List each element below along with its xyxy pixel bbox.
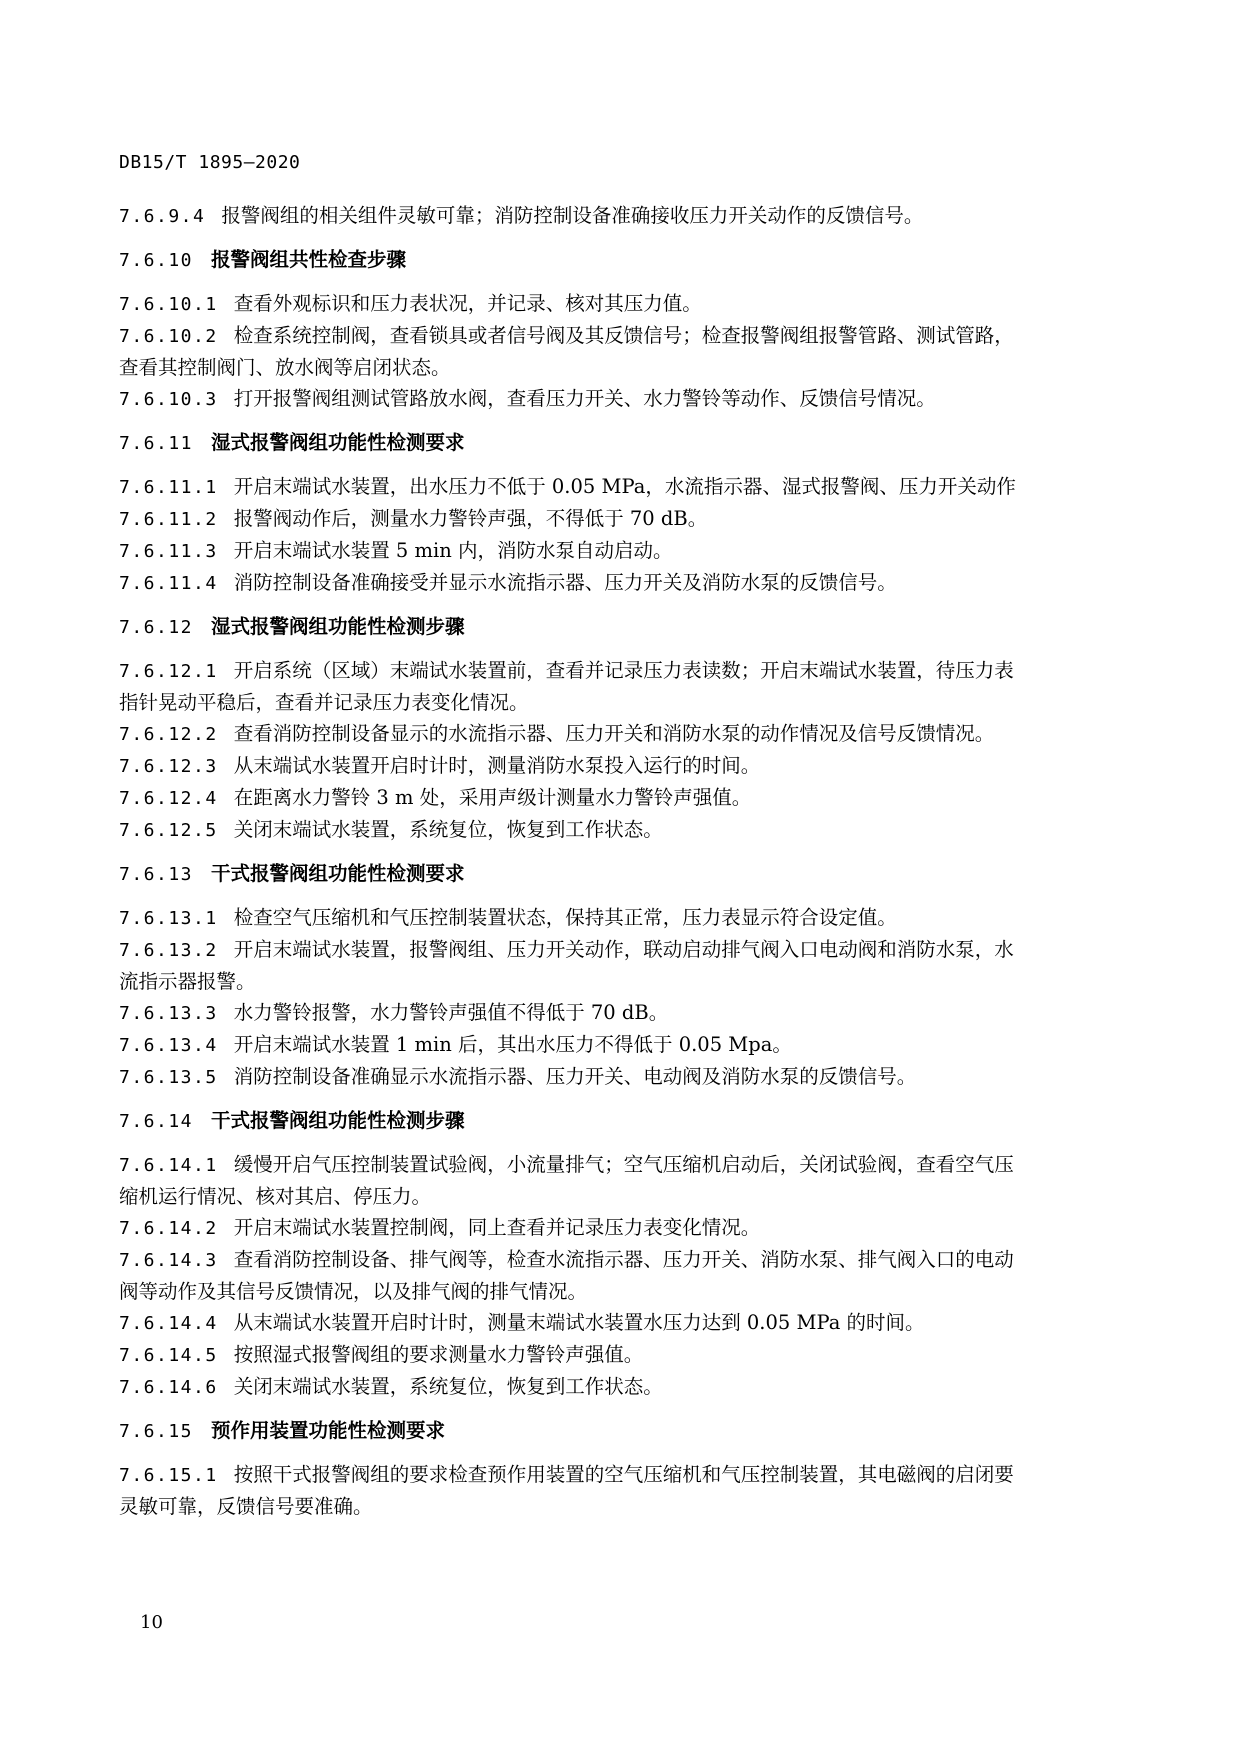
clause-continuation: 流指示器报警。 [119, 970, 256, 993]
clause [119, 902, 1099, 934]
section-number: 7.6.12 [119, 617, 194, 638]
clause-text: 查看消防控制设备显示的水流指示器、压力开关和消防水泵的动作情况及信号反馈情况。 [233, 722, 995, 745]
clause-number: 7.6.12.2 [119, 724, 218, 745]
clause-number: 7.6.13.3 [119, 1003, 218, 1024]
clause [119, 383, 1099, 415]
clause-text: 开启末端试水装置 1 min 后，其出水压力不得低于 0.05 Mpa。 [233, 1033, 792, 1056]
section-title: 干式报警阀组功能性检测步骤 [211, 1109, 465, 1132]
clause-number: 7.6.14.3 [119, 1250, 218, 1271]
clause-line [119, 655, 1099, 687]
section-heading [119, 611, 1099, 643]
clause [119, 567, 1099, 599]
clause [119, 1029, 1099, 1061]
clause [119, 655, 1099, 718]
clause-line [119, 1339, 1099, 1371]
clause-continuation: 指针晃动平稳后，查看并记录压力表变化情况。 [119, 691, 529, 714]
section-title: 报警阀组共性检查步骤 [211, 248, 407, 271]
clause-number: 7.6.14.5 [119, 1345, 218, 1366]
clause-number: 7.6.10.1 [119, 294, 218, 315]
clause-number: 7.6.11.1 [119, 477, 218, 498]
section-title: 预作用装置功能性检测要求 [211, 1419, 446, 1442]
clause-number: 7.6.11.4 [119, 573, 218, 594]
clause-line [119, 200, 1099, 232]
section-heading [119, 427, 1099, 459]
section-title: 干式报警阀组功能性检测要求 [211, 862, 465, 885]
clause-line [119, 383, 1099, 415]
clause-text: 打开报警阀组测试管路放水阀，查看压力开关、水力警铃等动作、反馈信号情况。 [233, 387, 936, 410]
clause-line [119, 814, 1099, 846]
clause-number: 7.6.12.1 [119, 661, 218, 682]
clause-text: 从末端试水装置开启时计时，测量末端试水装置水压力达到 0.05 MPa 的时间。 [233, 1311, 925, 1334]
clause-continuation: 查看其控制阀门、放水阀等启闭状态。 [119, 356, 451, 379]
document-body [119, 200, 1099, 1522]
clause-text: 按照干式报警阀组的要求检查预作用装置的空气压缩机和气压控制装置，其电磁阀的启闭要 [233, 1463, 1014, 1486]
clause-line [119, 288, 1099, 320]
clause [119, 1371, 1099, 1403]
clause-number: 7.6.13.5 [119, 1067, 218, 1088]
clause-line [119, 1307, 1099, 1339]
clause-number: 7.6.13.1 [119, 908, 218, 929]
clause-line [119, 567, 1099, 599]
section-heading [119, 1415, 1099, 1447]
clause-text: 报警阀组的相关组件灵敏可靠；消防控制设备准确接收压力开关动作的反馈信号。 [221, 204, 924, 227]
clause-text: 消防控制设备准确接受并显示水流指示器、压力开关及消防水泵的反馈信号。 [233, 571, 897, 594]
clause-number: 7.6.15.1 [119, 1465, 218, 1486]
clause [119, 934, 1099, 997]
clause [119, 1149, 1099, 1212]
clause-line [119, 1371, 1099, 1403]
clause-line [119, 1149, 1099, 1181]
clause-number: 7.6.10.3 [119, 389, 218, 410]
clause-text: 关闭末端试水装置，系统复位，恢复到工作状态。 [233, 1375, 663, 1398]
clause [119, 1061, 1099, 1093]
clause-line [119, 934, 1099, 966]
section-title: 湿式报警阀组功能性检测要求 [211, 431, 465, 454]
clause-text: 检查空气压缩机和气压控制装置状态，保持其正常，压力表显示符合设定值。 [233, 906, 897, 929]
section-number: 7.6.13 [119, 864, 194, 885]
clause-continuation: 灵敏可靠，反馈信号要准确。 [119, 1495, 373, 1518]
clause-number: 7.6.12.4 [119, 788, 218, 809]
clause-line [119, 997, 1099, 1029]
clause-text: 消防控制设备准确显示水流指示器、压力开关、电动阀及消防水泵的反馈信号。 [233, 1065, 917, 1088]
section-number: 7.6.10 [119, 250, 194, 271]
clause-number: 7.6.14.1 [119, 1155, 218, 1176]
clause-line [119, 1459, 1099, 1491]
clause-text: 查看消防控制设备、排气阀等，检查水流指示器、压力开关、消防水泵、排气阀入口的电动 [233, 1248, 1014, 1271]
clause-number: 7.6.14.4 [119, 1313, 218, 1334]
clause-text: 开启末端试水装置，报警阀组、压力开关动作，联动启动排气阀入口电动阀和消防水泵，水 [233, 938, 1014, 961]
clause-number: 7.6.11.3 [119, 541, 218, 562]
section-heading [119, 858, 1099, 890]
clause [119, 1212, 1099, 1244]
clause [119, 200, 1099, 232]
clause-line [119, 1244, 1099, 1276]
section-number: 7.6.11 [119, 433, 194, 454]
section-title: 湿式报警阀组功能性检测步骤 [211, 615, 465, 638]
clause [119, 535, 1099, 567]
clause [119, 1307, 1099, 1339]
clause [119, 1339, 1099, 1371]
clause-line [119, 471, 1099, 503]
clause-line [119, 1061, 1099, 1093]
clause-line [119, 503, 1099, 535]
clause-line [119, 782, 1099, 814]
clause [119, 814, 1099, 846]
clause-number: 7.6.13.4 [119, 1035, 218, 1056]
clause [119, 503, 1099, 535]
clause [119, 997, 1099, 1029]
section-heading [119, 1105, 1099, 1137]
clause [119, 288, 1099, 320]
clause [119, 320, 1099, 383]
document-code: DB15/T 1895—2020 [119, 152, 301, 173]
clause [119, 1244, 1099, 1307]
clause-line [119, 1212, 1099, 1244]
clause-text: 从末端试水装置开启时计时，测量消防水泵投入运行的时间。 [233, 754, 761, 777]
clause-text: 开启末端试水装置控制阀，同上查看并记录压力表变化情况。 [233, 1216, 761, 1239]
clause-continuation: 阀等动作及其信号反馈情况，以及排气阀的排气情况。 [119, 1280, 588, 1303]
clause-number: 7.6.12.3 [119, 756, 218, 777]
page-number: 10 [140, 1612, 163, 1633]
section-number: 7.6.14 [119, 1111, 194, 1132]
clause-text: 水力警铃报警，水力警铃声强值不得低于 70 dB。 [233, 1001, 669, 1024]
clause-text: 在距离水力警铃 3 m 处，采用声级计测量水力警铃声强值。 [233, 786, 752, 809]
clause [119, 718, 1099, 750]
clause-number: 7.6.11.2 [119, 509, 218, 530]
clause-line [119, 902, 1099, 934]
clause [119, 1459, 1099, 1522]
clause-line [119, 750, 1099, 782]
clause-line [119, 718, 1099, 750]
clause-text: 检查系统控制阀，查看锁具或者信号阀及其反馈信号；检查报警阀组报警管路、测试管路， [233, 324, 1014, 347]
clause-line [119, 1029, 1099, 1061]
clause-line [119, 535, 1099, 567]
clause-continuation: 缩机运行情况、核对其启、停压力。 [119, 1185, 432, 1208]
clause-text: 缓慢开启气压控制装置试验阀，小流量排气；空气压缩机启动后，关闭试验阀，查看空气压 [233, 1153, 1014, 1176]
clause [119, 750, 1099, 782]
clause-number: 7.6.9.4 [119, 206, 206, 227]
clause-number: 7.6.14.2 [119, 1218, 218, 1239]
clause-text: 开启系统（区域）末端试水装置前，查看并记录压力表读数；开启末端试水装置，待压力表 [233, 659, 1014, 682]
clause-number: 7.6.10.2 [119, 326, 218, 347]
clause-text: 查看外观标识和压力表状况，并记录、核对其压力值。 [233, 292, 702, 315]
section-number: 7.6.15 [119, 1421, 194, 1442]
clause [119, 782, 1099, 814]
clause-number: 7.6.13.2 [119, 940, 218, 961]
clause-text: 开启末端试水装置 5 min 内，消防水泵自动启动。 [233, 539, 673, 562]
clause-text: 关闭末端试水装置，系统复位，恢复到工作状态。 [233, 818, 663, 841]
clause-text: 按照湿式报警阀组的要求测量水力警铃声强值。 [233, 1343, 644, 1366]
clause-text: 开启末端试水装置，出水压力不低于 0.05 MPa，水流指示器、湿式报警阀、压力开关动作 [233, 475, 1016, 498]
clause-text: 报警阀动作后，测量水力警铃声强，不得低于 70 dB。 [233, 507, 708, 530]
clause [119, 471, 1099, 503]
clause-line [119, 320, 1099, 352]
clause-number: 7.6.12.5 [119, 820, 218, 841]
section-heading [119, 244, 1099, 276]
clause-number: 7.6.14.6 [119, 1377, 218, 1398]
